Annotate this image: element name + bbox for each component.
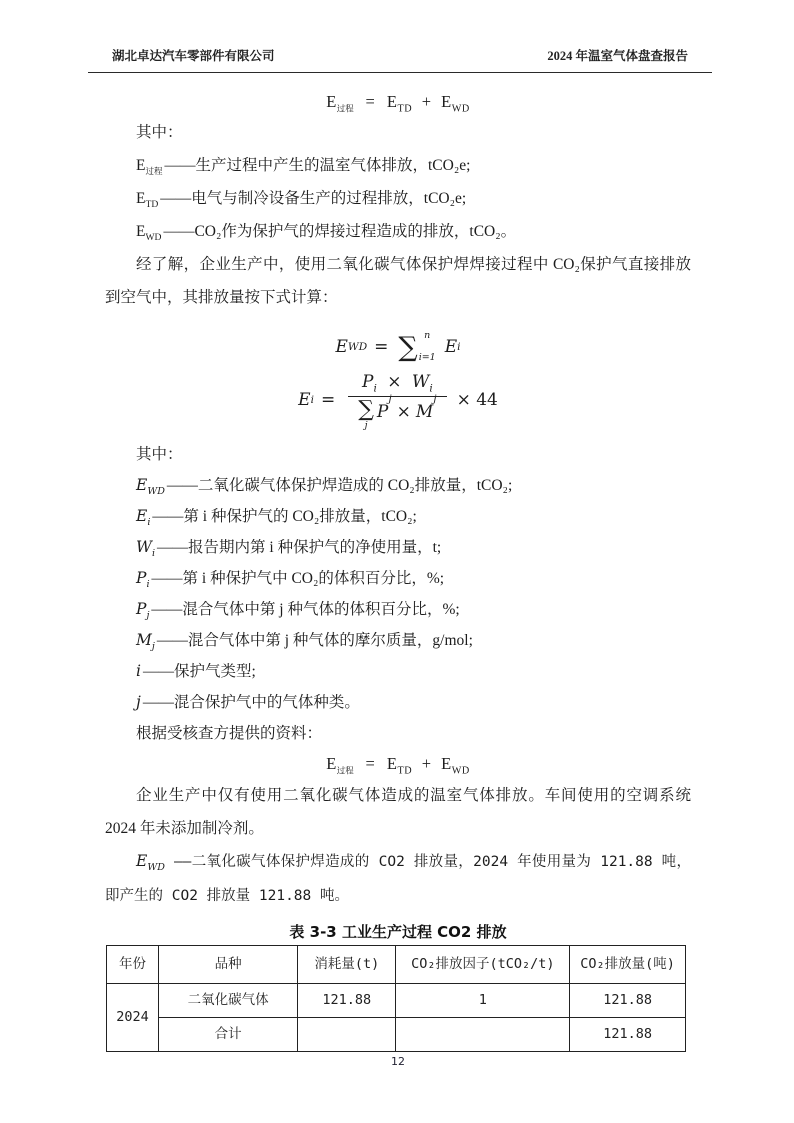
co2-emission-table [106, 945, 686, 1052]
symbol-ewd: E [335, 336, 348, 357]
paragraph-conclusion [105, 779, 691, 845]
definition-text: ——第 i 种保护气中 CO₂的体积百分比，%; [151, 570, 445, 587]
symbol-ei: E [444, 336, 458, 357]
symbol-etd: E [386, 754, 398, 773]
symbol-e-subscript: 过程 [336, 765, 354, 776]
col-header-year: 年份 [107, 946, 159, 984]
symbol [136, 507, 151, 529]
sigma-symbol: ∑ [358, 396, 374, 422]
table-row-total [107, 1018, 686, 1052]
symbol [136, 476, 165, 498]
paragraph-ewd-summary [105, 845, 691, 913]
symbol-base: E [136, 507, 148, 525]
symbol-base: E [136, 190, 146, 207]
symbol-base: E [136, 157, 146, 174]
paragraph-text: 经了解，企业生产中，使用二氧化碳气体保护焊焊接过程中 CO₂保护气直接排放到空气中，其排放量按下式计算： [105, 256, 691, 306]
table-title [105, 920, 691, 945]
definition-text: ——二氧化碳气体保护焊造成的 CO₂排放量，tCO₂; [166, 477, 513, 494]
summation-over-j [358, 396, 374, 431]
lower-limit: j [364, 419, 368, 431]
symbol-base: M [136, 631, 152, 649]
definition-text: ——CO₂作为保护气的焊接过程造成的排放，tCO₂。 [163, 223, 517, 240]
header-company-name: 湖北卓达汽车零部件有限公司 [112, 49, 275, 63]
symbol-e-subscript: 过程 [336, 103, 354, 114]
label-whereby-1 [105, 116, 691, 149]
symbol-base: E [136, 223, 146, 240]
symbol-etd-subscript: TD [397, 103, 413, 115]
label-whereby-2 [105, 439, 691, 470]
cell-consumption-total [298, 1018, 396, 1052]
symbol-wi-subscript: i [429, 381, 433, 394]
definition-text: ——第 i 种保护气的 CO₂排放量，tCO₂; [152, 508, 417, 525]
cell-variety-total: 合计 [159, 1018, 298, 1052]
page-number [105, 1055, 691, 1069]
col-header-emission-factor: CO₂排放因子(tCO₂/t) [396, 946, 570, 984]
label-text: 其中： [136, 124, 183, 141]
definition-pj [105, 594, 691, 625]
times-44: × 44 [456, 389, 498, 410]
symbol-subscript: i [151, 548, 156, 560]
table-header-row [107, 946, 686, 984]
definition-i [105, 656, 691, 687]
symbol-subscript: WD [145, 232, 162, 244]
symbol-pj: P [376, 401, 389, 422]
fraction-denominator: ∑ j P j × M j [348, 396, 446, 430]
summation [398, 331, 435, 363]
paragraph-text: ——二氧化碳气体保护焊造成的 CO2 排放量，2024 年使用量为 121.88 吨，即产生的 CO2 排放量 121.88 吨。 [105, 854, 691, 904]
col-header-variety: 品种 [159, 946, 298, 984]
header-report-title: 2024 年温室气体盘查报告 [547, 49, 688, 63]
symbol-subscript: TD [145, 199, 159, 211]
symbol [136, 157, 163, 177]
definition-text: ——混合气体中第 j 种气体的体积百分比，%; [151, 601, 460, 618]
symbol-subscript: 过程 [145, 166, 163, 177]
label-text: 其中： [136, 446, 183, 463]
symbol-ewd-subscript: WD [451, 103, 470, 115]
symbol-etd: E [386, 92, 398, 111]
symbol-mj: M [415, 401, 434, 422]
symbol-ei: E [298, 389, 311, 410]
symbol [136, 569, 150, 591]
definition-text: ——保护气类型; [142, 663, 256, 680]
table-title-text: 表 3-3 工业生产过程 CO2 排放 [289, 923, 507, 941]
symbol-ewd: E [441, 754, 452, 773]
fraction-numerator [352, 371, 443, 396]
definition-text: ——电气与制冷设备生产的过程排放，tCO₂e; [160, 190, 467, 207]
symbol-subscript: i [147, 517, 151, 529]
definition-wi [105, 532, 691, 563]
definition-text: ——混合气体中第 j 种气体的摩尔质量，g/mol; [156, 632, 473, 649]
paragraph-intro [105, 248, 691, 314]
sigma-symbol: ∑ [398, 331, 418, 363]
definition-e-process [105, 149, 691, 182]
symbol-subscript: j [146, 610, 150, 622]
page-header [88, 46, 712, 73]
lower-limit: i=1 [418, 352, 436, 363]
definition-ewd-2 [105, 470, 691, 501]
plus-sign: + [421, 754, 432, 773]
cell-factor: 1 [396, 984, 570, 1018]
definition-j [105, 687, 691, 718]
formula-sum-ewd: E WD = ∑ n i=1 E i [335, 330, 461, 363]
symbol-base: i [136, 662, 141, 680]
symbol-subscript: i [146, 579, 150, 591]
cell-factor-total [396, 1018, 570, 1052]
equals-sign: = [365, 92, 376, 111]
symbol-etd-subscript: TD [397, 765, 413, 777]
cell-variety: 二氧化碳气体 [159, 984, 298, 1018]
symbol-ewd [136, 852, 165, 874]
symbol-base: E [136, 852, 148, 870]
definition-pi [105, 563, 691, 594]
multiply-sign: × [387, 371, 402, 392]
page-body [105, 77, 691, 1069]
formula-e-process-top [105, 88, 691, 116]
definition-etd [105, 182, 691, 215]
symbol-base: j [136, 693, 141, 711]
summation-limits [419, 331, 436, 363]
equals-sign: = [374, 336, 389, 357]
symbol-subscript: WD [147, 862, 165, 874]
formula-e-process-bottom [105, 749, 691, 779]
symbol-pi-subscript: i [373, 381, 377, 394]
equals-sign: = [365, 754, 376, 773]
symbol-e: E [326, 754, 337, 773]
definition-text: ——报告期内第 i 种保护气的净使用量，t; [157, 539, 442, 556]
upper-limit: n [424, 330, 431, 341]
cell-year: 2024 [107, 984, 159, 1052]
paragraph-text: 企业生产中仅有使用二氧化碳气体造成的温室气体排放。车间使用的空调系统 2024 年未添加制冷剂。 [105, 787, 691, 837]
symbol [136, 223, 162, 244]
symbol-base: P [136, 569, 147, 587]
symbol-base: W [136, 538, 152, 556]
paragraph-text: 根据受核查方提供的资料： [136, 725, 323, 742]
table-row [107, 984, 686, 1018]
equals-sign: = [320, 389, 336, 410]
col-header-consumption: 消耗量(t) [298, 946, 396, 984]
symbol-ewd: E [441, 92, 452, 111]
symbol-ewd-subscript: WD [451, 765, 470, 777]
symbol-base: P [136, 600, 147, 618]
definition-mj [105, 625, 691, 656]
definition-text: ——生产过程中产生的温室气体排放，tCO₂e; [164, 157, 471, 174]
symbol-e: E [326, 92, 337, 111]
symbol-wi: W [411, 371, 430, 392]
page-number-text: 12 [391, 1055, 405, 1068]
plus-sign: + [421, 92, 432, 111]
cell-emission-total: 121.88 [570, 1018, 686, 1052]
definition-ei [105, 501, 691, 532]
formula-block [105, 327, 691, 433]
fraction [348, 371, 446, 430]
paragraph-basis [105, 718, 691, 749]
cell-consumption: 121.88 [298, 984, 396, 1018]
symbol [136, 190, 159, 211]
symbol-base: E [136, 476, 148, 494]
definitions-section-2 [105, 439, 691, 749]
symbol-pi: P [362, 371, 374, 392]
symbol-subscript: WD [147, 486, 165, 498]
symbol [136, 662, 141, 680]
symbol [136, 693, 141, 711]
symbol [136, 600, 150, 622]
symbol [136, 538, 156, 560]
formula-ei-fraction: E i = $P_i \times W_i$ ∑ j P j × M j × 44 [298, 371, 498, 431]
symbol [136, 631, 155, 653]
multiply-sign: × [396, 401, 411, 422]
symbol-subscript: j [151, 641, 155, 653]
col-header-emission-amount: CO₂排放量(吨) [570, 946, 686, 984]
definition-text: ——混合保护气中的气体种类。 [142, 694, 360, 711]
definition-ewd [105, 215, 691, 248]
cell-emission: 121.88 [570, 984, 686, 1018]
